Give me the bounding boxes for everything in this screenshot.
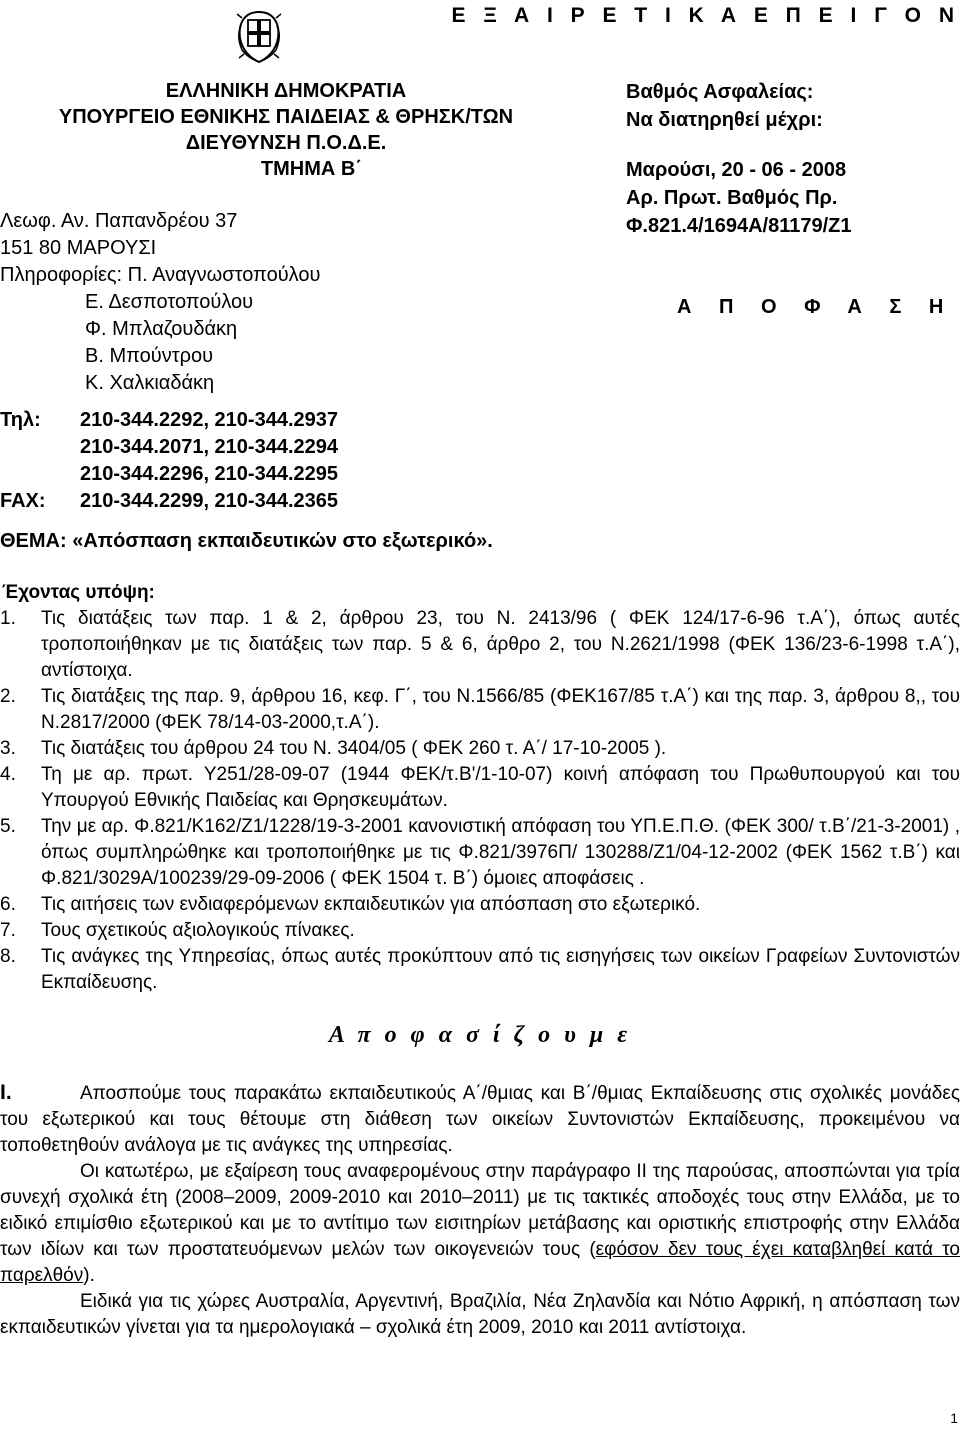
- protocol-label: Αρ. Πρωτ. Βαθμός Πρ.: [626, 187, 838, 209]
- security-level: Βαθμός Ασφαλείας:: [626, 81, 814, 103]
- paragraph-text: Ειδικά για τις χώρες Αυστραλία, Αργεντινή, Βραζιλία, Νέα Ζηλανδία και Νότιο Αφρική, η απόσπαση των εκπαιδευτικών γίνεται για τα ημερολογιακά – σχολικά έτη 2009, 2010 και 2011 αντίστοιχα.: [0, 1291, 960, 1338]
- list-item: [0, 736, 960, 762]
- paragraph-text: Οι κατωτέρω, με εξαίρεση τους αναφερομένους στην παράγραφο ΙΙ της παρούσας, αποσπώνται για τρία συνεχή σχολικά έτη (2008–2009, 2009-2010 και 2010–2011) με τις τακτικές αποδοχές τους στην Ελλάδα, με το ειδικό επιμίσθιο εξωτερικού και με το αντίτιμο των εισιτηρίων μετάβασης και οριστικής επιστροφής στην Ελλάδα των ιδίων και των προστατευόμενων μελών των οικογενειών τους (: [0, 1161, 960, 1260]
- document-type: Α Π Ο Φ Α Σ Η: [677, 296, 955, 318]
- contact-name: Ε. Δεσποτοπούλου: [85, 291, 254, 313]
- decision-paragraph: [0, 1080, 960, 1159]
- list-number: 4.: [0, 764, 16, 785]
- list-number: 7.: [0, 920, 16, 941]
- list-item: [0, 892, 960, 918]
- contact-name: Κ. Χαλκιαδάκη: [85, 372, 215, 394]
- page-number: 1: [950, 1410, 958, 1426]
- list-item: [0, 684, 960, 736]
- list-text: Τη με αρ. πρωτ. Υ251/28-09-07 (1944 ΦΕΚ/τ.Β'/1-10-07) κοινή απόφαση του Πρωθυπουργού και του Υπουργού Εθνικής Παιδείας και Θρησκευμάτων.: [41, 764, 960, 811]
- fax-line: 210-344.2299, 210-344.2365: [80, 490, 339, 512]
- document-meta: [626, 78, 851, 240]
- decision-heading: Α π ο φ α σ ί ζ ο υ μ ε: [328, 1022, 632, 1048]
- section-numeral: Ι.: [0, 1081, 12, 1104]
- decision-paragraph: [0, 1159, 960, 1289]
- issuer-block: [0, 78, 572, 182]
- list-number: 8.: [0, 946, 16, 967]
- subject-line: ΘΕΜΑ: «Απόσπαση εκπαιδευτικών στο εξωτερικό».: [0, 530, 493, 552]
- phone-line: 210-344.2292, 210-344.2937: [80, 409, 339, 431]
- list-text: Την με αρ. Φ.821/Κ162/Ζ1/1228/19-3-2001 κανονιστική απόφαση του ΥΠ.Ε.Π.Θ. (ΦΕΚ 300/ τ.Β΄/21-3-2001) , όπως συμπληρώθηκε και τροποποιήθηκε με τις Φ.821/3976Π/ 130288/Ζ1/04-12-2002 (ΦΕΚ 1562 τ.Β΄) και Φ.821/3029Α/100239/29-09-2006 ( ΦΕΚ 1504 τ. Β΄) όμοιες αποφάσεις .: [41, 816, 960, 889]
- list-item: [0, 606, 960, 684]
- contact-name: Β. Μπούντρου: [85, 345, 214, 367]
- list-item: [0, 814, 960, 892]
- list-number: 2.: [0, 686, 16, 707]
- phone-block: [0, 407, 338, 515]
- greek-emblem-icon: [232, 4, 286, 66]
- ministry-name: ΥΠΟΥΡΓΕΙΟ ΕΘΝΙΚΗΣ ΠΑΙΔΕΙΑΣ & ΘΡΗΣΚ/ΤΩΝ: [58, 106, 514, 128]
- list-text: Τους σχετικούς αξιολογικούς πίνακες.: [41, 920, 355, 941]
- tel-label: Τηλ:: [0, 409, 41, 431]
- info-contact: Πληροφορίες: Π. Αναγνωστοπούλου: [0, 264, 321, 286]
- list-number: 1.: [0, 608, 16, 629]
- department-name: ΤΜΗΜΑ Β΄: [260, 158, 362, 180]
- list-number: 5.: [0, 816, 16, 837]
- street-address: Λεωφ. Αν. Παπανδρέου 37: [0, 210, 238, 232]
- retention-period: Να διατηρηθεί μέχρι:: [626, 109, 823, 131]
- document-date: Μαρούσι, 20 - 06 - 2008: [626, 159, 847, 181]
- protocol-number: Φ.821.4/1694Α/81179/Ζ1: [626, 215, 852, 237]
- address-block: [0, 208, 320, 397]
- list-item: [0, 918, 960, 944]
- considerations-list: [0, 606, 960, 996]
- list-number: 6.: [0, 894, 16, 915]
- underlined-text: εφόσον δεν τους έχει καταβληθεί κατά το παρελθόν: [0, 1239, 960, 1286]
- list-item: [0, 944, 960, 996]
- decision-body: [0, 1080, 960, 1341]
- paragraph-text: ).: [83, 1265, 95, 1286]
- considerations-heading: Έχοντας υπόψη:: [2, 582, 155, 603]
- directorate-name: ΔΙΕΥΘΥΝΣΗ Π.Ο.Δ.Ε.: [185, 132, 387, 154]
- list-item: [0, 762, 960, 814]
- decision-paragraph: [0, 1289, 960, 1341]
- list-number: 3.: [0, 738, 16, 759]
- postal-code: 151 80 ΜΑΡΟΥΣΙ: [0, 237, 157, 259]
- list-text: Τις διατάξεις του άρθρου 24 του Ν. 3404/05 ( ΦΕΚ 260 τ. Α΄/ 17-10-2005 ).: [41, 738, 667, 759]
- urgent-label: Ε Ξ Α Ι Ρ Ε Τ Ι Κ Α Ε Π Ε Ι Γ Ο Ν: [451, 4, 960, 27]
- list-text: Τις διατάξεις των παρ. 1 & 2, άρθρου 23, του Ν. 2413/96 ( ΦΕΚ 124/17-6-96 τ.Α΄), όπως αυτές τροποποιήθηκαν με τις διατάξεις των παρ. 5 & 6, άρθρο 2, του Ν.2621/1998 (ΦΕΚ 136/23-6-1998 τ.Α΄), αντίστοιχα.: [41, 608, 960, 681]
- phone-line: 210-344.2071, 210-344.2294: [80, 436, 339, 458]
- phone-line: 210-344.2296, 210-344.2295: [80, 463, 339, 485]
- contact-name: Φ. Μπλαζουδάκη: [85, 318, 238, 340]
- list-text: Τις αιτήσεις των ενδιαφερόμενων εκπαιδευτικών για απόσπαση στο εξωτερικό.: [41, 894, 701, 915]
- country-name: ΕΛΛΗΝΙΚΗ ΔΗΜΟΚΡΑΤΙΑ: [165, 80, 407, 102]
- list-text: Τις διατάξεις της παρ. 9, άρθρου 16, κεφ. Γ΄, του Ν.1566/85 (ΦΕΚ167/85 τ.Α΄) και της παρ. 3, άρθρου 8,, του Ν.2817/2000 (ΦΕΚ 78/14-03-2000,τ.Α΄).: [41, 686, 960, 733]
- list-text: Τις ανάγκες της Υπηρεσίας, όπως αυτές προκύπτουν από τις εισηγήσεις των οικείων Γραφείων Συντονιστών Εκπαίδευσης.: [41, 946, 960, 993]
- paragraph-text: Αποσπούμε τους παρακάτω εκπαιδευτικούς Α΄/θμιας και Β΄/θμιας Εκπαίδευσης στις σχολικές μονάδες του εξωτερικού και τους θέτουμε στη διάθεση των οικείων Συντονιστών Εκπαίδευσης, προκειμένου να τοποθετηθούν ανάλογα με τις ανάγκες της υπηρεσίας.: [0, 1083, 960, 1156]
- fax-label: FAX:: [0, 490, 46, 512]
